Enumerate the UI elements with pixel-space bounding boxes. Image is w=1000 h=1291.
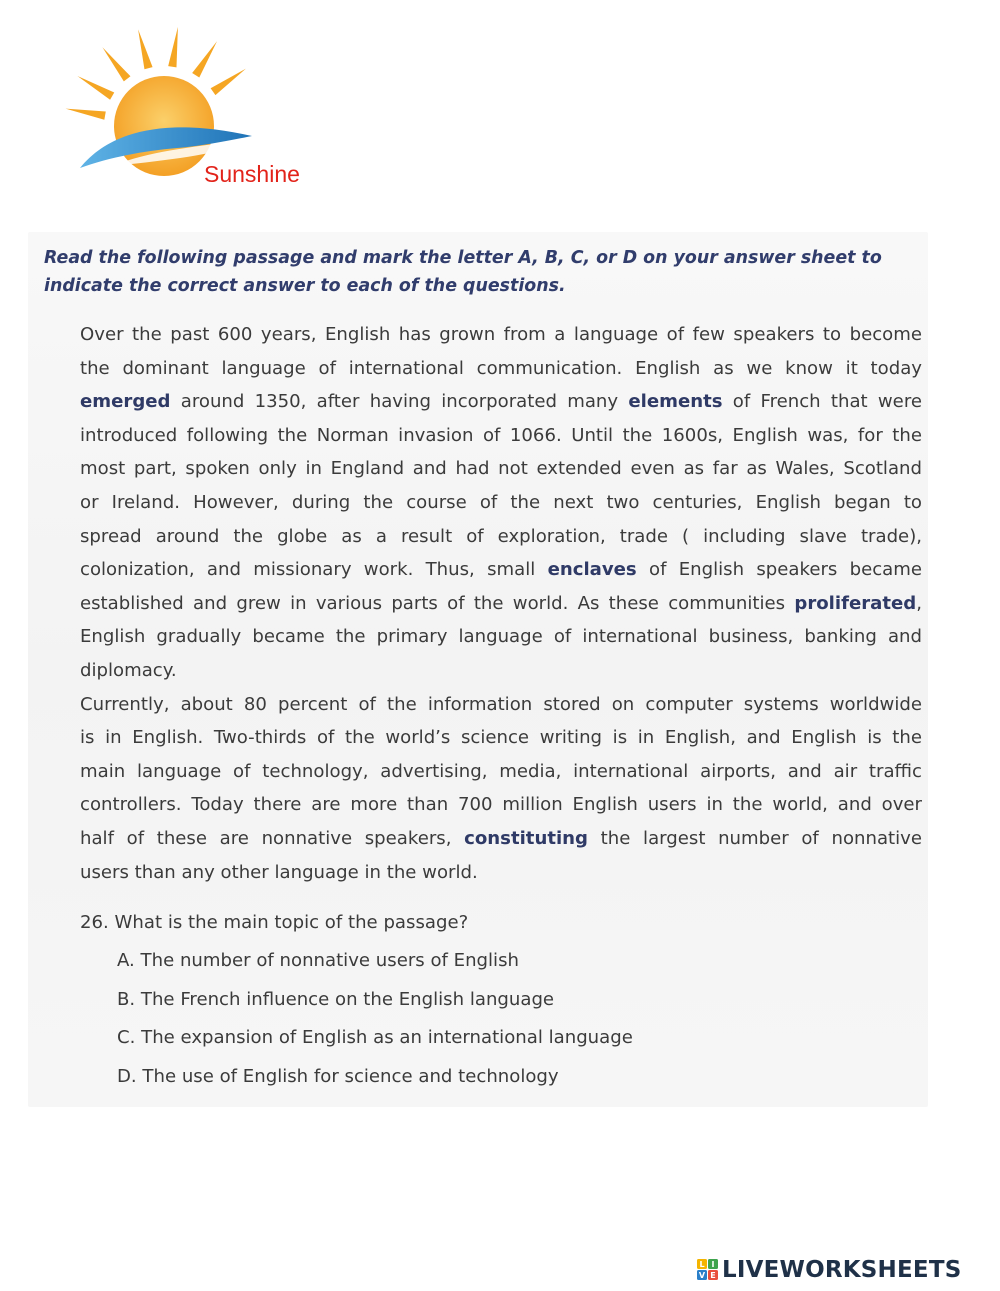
passage-text: the dominant language of international communication. English as we know it today xyxy=(80,357,922,379)
passage-text: main language of technology, advertising, media, international airports, and air traffic xyxy=(80,760,922,782)
passage-text: is in English. Two-thirds of the world’s science writing is in English, and English is the xyxy=(80,727,922,749)
vocabulary-word: constituting xyxy=(464,827,589,849)
brand-name: Sunshine xyxy=(204,161,300,187)
answer-option-a[interactable]: A. The number of nonnative users of English xyxy=(117,950,519,971)
sun-ray xyxy=(102,47,130,81)
passage-line xyxy=(80,856,922,890)
sun-ray xyxy=(192,41,217,77)
reading-passage xyxy=(80,318,922,889)
vocabulary-word: elements xyxy=(628,391,723,413)
sun-ray xyxy=(66,109,106,120)
sun-ray xyxy=(138,29,152,69)
question-26-text: 26. What is the main topic of the passage? xyxy=(80,912,469,933)
passage-line xyxy=(80,553,922,587)
answer-option-b[interactable]: B. The French influence on the English language xyxy=(117,988,555,1010)
answer-option-c[interactable]: C. The expansion of English as an international language xyxy=(117,1027,633,1048)
passage-text: , xyxy=(916,592,922,614)
passage-line xyxy=(80,587,922,621)
passage-text: Over the past 600 years, English has grown from a language of few speakers to become xyxy=(80,324,922,345)
answer-options xyxy=(117,944,633,1098)
sun-icon xyxy=(52,18,282,183)
passage-line xyxy=(80,318,922,352)
passage-line xyxy=(80,452,922,486)
passage-line xyxy=(80,755,922,789)
passage-line xyxy=(80,419,922,453)
passage-text: around 1350, after having incorporated many xyxy=(170,391,629,413)
passage-text: controllers. Today there are more than 700 million English users in the world, and over xyxy=(80,794,922,816)
passage-text: spread around the globe as a result of exploration, trade ( including slave trade), xyxy=(80,525,922,547)
passage-text: diplomacy. xyxy=(80,659,177,681)
vocabulary-word: enclaves xyxy=(547,559,637,581)
passage-line xyxy=(80,620,922,654)
logo-letter: V xyxy=(698,1271,706,1280)
passage-line xyxy=(80,788,922,822)
passage-line xyxy=(80,385,922,419)
sunshine-logo xyxy=(52,18,300,187)
vocabulary-word: proliferated xyxy=(794,592,917,614)
passage-text: half of these are nonnative speakers, xyxy=(80,827,465,849)
passage-text: introduced following the Norman invasion of 1066. Until the 1600s, English was, for the xyxy=(80,424,922,446)
passage-line xyxy=(80,352,922,386)
liveworksheets-brand-text: LIVEWORKSHEETS xyxy=(722,1257,962,1283)
passage-text: of French that were xyxy=(722,391,922,413)
liveworksheets-logo-icon xyxy=(697,1259,719,1281)
logo-letter: E xyxy=(710,1271,716,1280)
passage-line xyxy=(80,822,922,856)
passage-text: or Ireland. However, during the course of the next two centuries, English began to xyxy=(80,491,922,513)
passage-line xyxy=(80,520,922,554)
sun-ray xyxy=(168,27,178,67)
vocabulary-word: emerged xyxy=(80,391,171,413)
passage-line xyxy=(80,721,922,755)
passage-text: established and grew in various parts of the world. As these communities xyxy=(80,592,795,614)
sun-ray xyxy=(77,76,114,100)
liveworksheets-footer xyxy=(697,1254,961,1286)
passage-text: colonization, and missionary work. Thus, small xyxy=(80,559,548,581)
passage-line xyxy=(80,486,922,520)
passage-text: users than any other language in the world. xyxy=(80,861,478,883)
passage-text: most part, spoken only in England and had not extended even as far as Wales, Scotland xyxy=(80,458,922,480)
passage-text: the largest number of nonnative xyxy=(588,827,922,849)
instruction-text: Read the following passage and mark the letter A, B, C, or D on your answer sheet to indicate the correct answer to each of the questions. xyxy=(44,248,882,296)
logo-letter: I xyxy=(711,1260,715,1269)
answer-option-d[interactable]: D. The use of English for science and technology xyxy=(117,1065,559,1087)
passage-text: of English speakers became xyxy=(636,559,923,581)
passage-line xyxy=(80,688,922,722)
sun-ray xyxy=(211,69,246,95)
passage-line xyxy=(80,654,922,688)
logo-letter: L xyxy=(699,1260,705,1269)
passage-text: Currently, about 80 percent of the information stored on computer systems worldwide xyxy=(80,693,922,715)
passage-text: English gradually became the primary language of international business, banking and xyxy=(80,626,922,648)
